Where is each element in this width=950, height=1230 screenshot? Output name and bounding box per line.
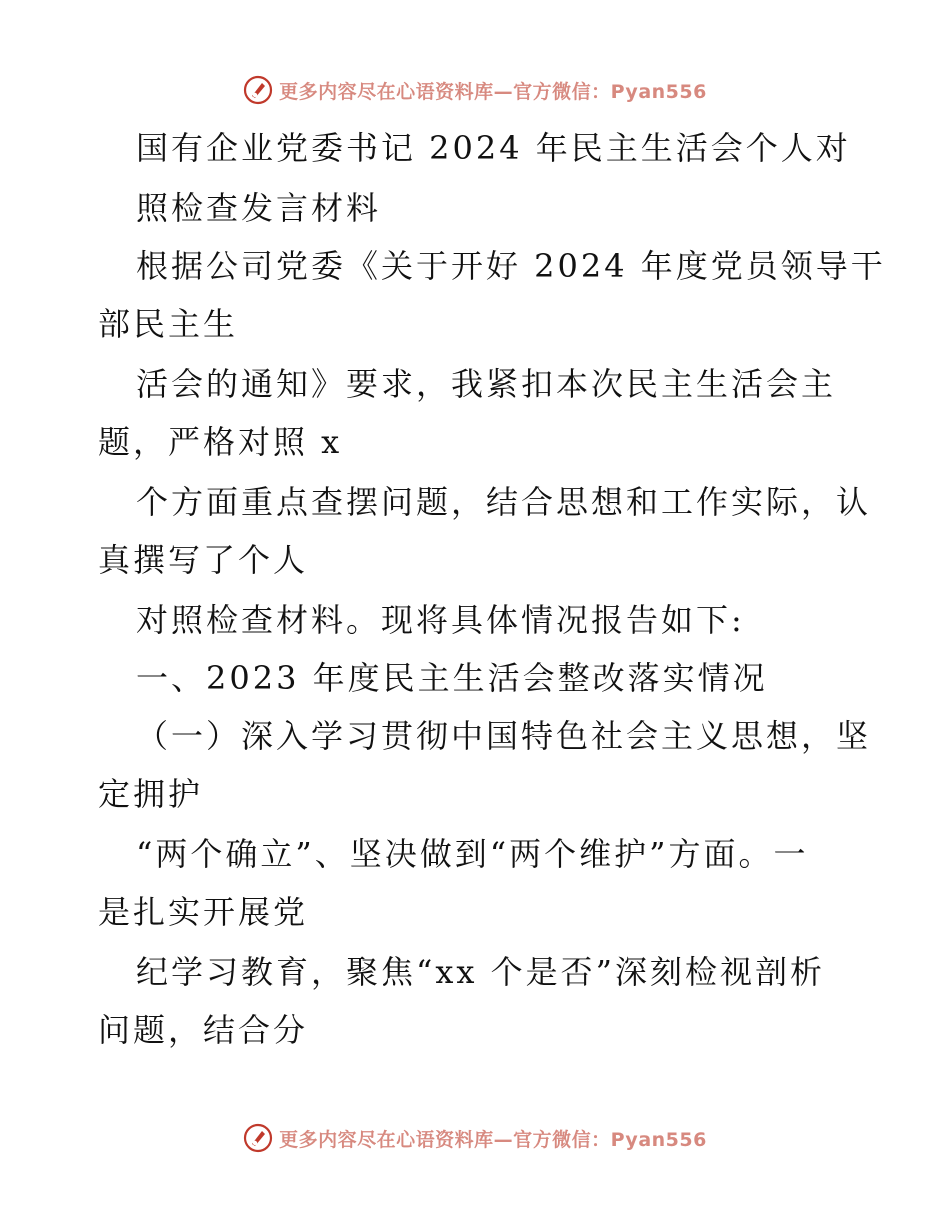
watermark-text: 更多内容尽在心语资料库—官方微信：Pyan556 <box>279 1128 707 1151</box>
watermark-header <box>0 70 950 110</box>
section-heading: 一、2023 年度民主生活会整改落实情况 <box>136 659 768 697</box>
subsection-heading: （一）深入学习贯彻中国特色社会主义思想，坚 <box>136 717 872 755</box>
paragraph-line: 真撰写了个人 <box>98 541 309 579</box>
watermark-text: 更多内容尽在心语资料库—官方微信：Pyan556 <box>279 80 707 103</box>
pen-nib-logo-icon <box>243 1123 273 1153</box>
title-line-1: 国有企业党委书记 2024 年民主生活会个人对 <box>136 129 851 167</box>
paragraph-line: 对照检查材料。现将具体情况报告如下: <box>136 601 745 639</box>
paragraph-line: 个方面重点查摆问题，结合思想和工作实际，认 <box>136 483 872 521</box>
paragraph-line: “两个确立”、坚决做到“两个维护”方面。一 <box>136 835 809 873</box>
paragraph-line: 纪学习教育，聚焦“xx 个是否”深刻检视剖析 <box>136 953 825 991</box>
pen-nib-logo-icon <box>243 75 273 105</box>
paragraph-line: 是扎实开展党 <box>98 893 309 931</box>
paragraph-line: 问题，结合分 <box>98 1011 309 1049</box>
watermark-footer <box>0 1118 950 1158</box>
paragraph-line: 根据公司党委《关于开好 2024 年度党员领导干 <box>136 247 886 285</box>
paragraph-line: 活会的通知》要求，我紧扣本次民主生活会主 <box>136 365 837 403</box>
title-line-2: 照检查发言材料 <box>136 189 382 227</box>
paragraph-line: 定拥护 <box>98 775 204 813</box>
paragraph-line: 部民主生 <box>98 305 239 343</box>
paragraph-line: 题，严格对照 x <box>98 423 343 461</box>
